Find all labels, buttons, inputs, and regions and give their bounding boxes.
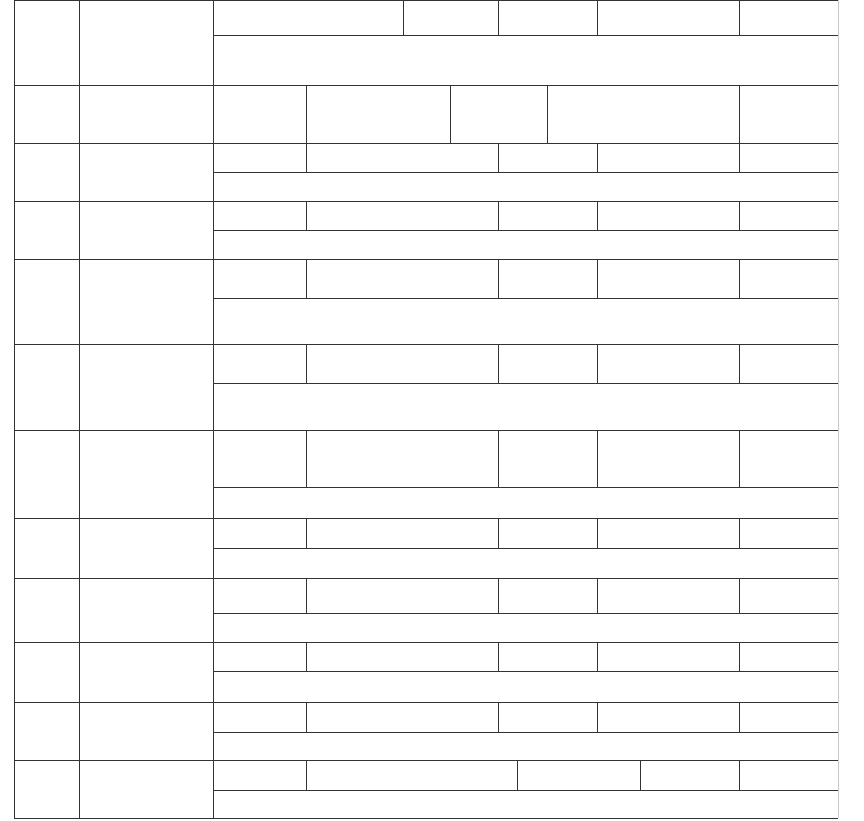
- table-rule: [79, 201, 80, 259]
- table-rule: [14, 702, 838, 703]
- table-rule: [79, 143, 80, 201]
- table-rule: [213, 790, 838, 791]
- table-rule: [838, 0, 839, 818]
- table-rule: [213, 85, 214, 143]
- table-rule: [14, 642, 838, 643]
- table-rule: [79, 85, 80, 143]
- table-rule: [14, 578, 838, 579]
- table-rule: [213, 0, 214, 85]
- table-rule: [403, 0, 404, 35]
- table-rule: [213, 383, 838, 384]
- table-rule: [498, 642, 499, 671]
- table-rule: [14, 201, 838, 202]
- table-rule: [79, 760, 80, 818]
- table-rule: [306, 143, 307, 172]
- table-rule: [213, 642, 214, 702]
- table-rule: [597, 578, 598, 613]
- table-rule: [213, 35, 838, 36]
- table-rule: [517, 760, 518, 790]
- table-rule: [597, 143, 598, 172]
- table-rule: [306, 702, 307, 732]
- table-rule: [739, 85, 740, 143]
- table-rule: [739, 430, 740, 487]
- table-rule: [306, 344, 307, 383]
- table-rule: [739, 702, 740, 732]
- table-rule: [213, 230, 838, 231]
- table-rule: [597, 642, 598, 671]
- table-rule: [739, 642, 740, 671]
- table-rule: [640, 760, 641, 790]
- table-rule: [450, 85, 451, 143]
- table-rule: [213, 732, 838, 733]
- table-rule: [213, 578, 214, 642]
- table-rule: [739, 201, 740, 230]
- table-rule: [79, 430, 80, 518]
- table-rule: [213, 259, 214, 344]
- table-rule: [213, 548, 838, 549]
- table-rule: [739, 578, 740, 613]
- table-rule: [739, 518, 740, 548]
- table-rule: [213, 702, 214, 760]
- table-rule: [306, 518, 307, 548]
- table-rule: [79, 578, 80, 642]
- table-rule: [213, 172, 838, 173]
- table-rule: [306, 430, 307, 487]
- table-rule: [597, 430, 598, 487]
- table-rule: [79, 344, 80, 430]
- table-rule: [597, 702, 598, 732]
- table-rule: [597, 201, 598, 230]
- table-rule: [79, 259, 80, 344]
- table-rule: [739, 344, 740, 383]
- table-rule: [14, 518, 838, 519]
- table-rule: [213, 430, 214, 518]
- table-rule: [547, 85, 548, 143]
- table-rule: [739, 259, 740, 298]
- table-rule: [14, 344, 838, 345]
- table-rule: [213, 487, 838, 488]
- table-rule: [306, 578, 307, 613]
- table-rule: [597, 0, 598, 35]
- table-rule: [498, 344, 499, 383]
- table-rule: [14, 430, 838, 431]
- table-rule: [306, 259, 307, 298]
- table-rule: [498, 578, 499, 613]
- table-rule: [498, 702, 499, 732]
- table-rule: [213, 613, 838, 614]
- table-rule: [597, 518, 598, 548]
- table-rule: [79, 702, 80, 760]
- table-rule: [213, 671, 838, 672]
- table-rule: [498, 143, 499, 172]
- table-rule: [79, 0, 80, 85]
- table-rule: [597, 344, 598, 383]
- table-rule: [14, 760, 838, 761]
- table-rule: [14, 143, 838, 144]
- table-rule: [213, 760, 214, 818]
- table-rule: [306, 201, 307, 230]
- table-rule: [498, 518, 499, 548]
- table-rule: [306, 85, 307, 143]
- table-rule: [14, 85, 838, 86]
- table-rule: [306, 642, 307, 671]
- table-rule: [498, 430, 499, 487]
- table-rule: [14, 0, 838, 1]
- table-rule: [14, 259, 838, 260]
- table-rule: [79, 518, 80, 578]
- table-rule: [498, 201, 499, 230]
- table-rule: [498, 0, 499, 35]
- table-rule: [739, 143, 740, 172]
- table-rule: [79, 642, 80, 702]
- table-rule: [739, 760, 740, 790]
- table-rule: [213, 344, 214, 430]
- table-rule: [597, 259, 598, 298]
- table-rule: [14, 818, 838, 819]
- table-rule: [306, 760, 307, 790]
- table-rule: [739, 0, 740, 35]
- table-rule: [498, 259, 499, 298]
- table-rule: [14, 0, 15, 818]
- table-rule: [213, 298, 838, 299]
